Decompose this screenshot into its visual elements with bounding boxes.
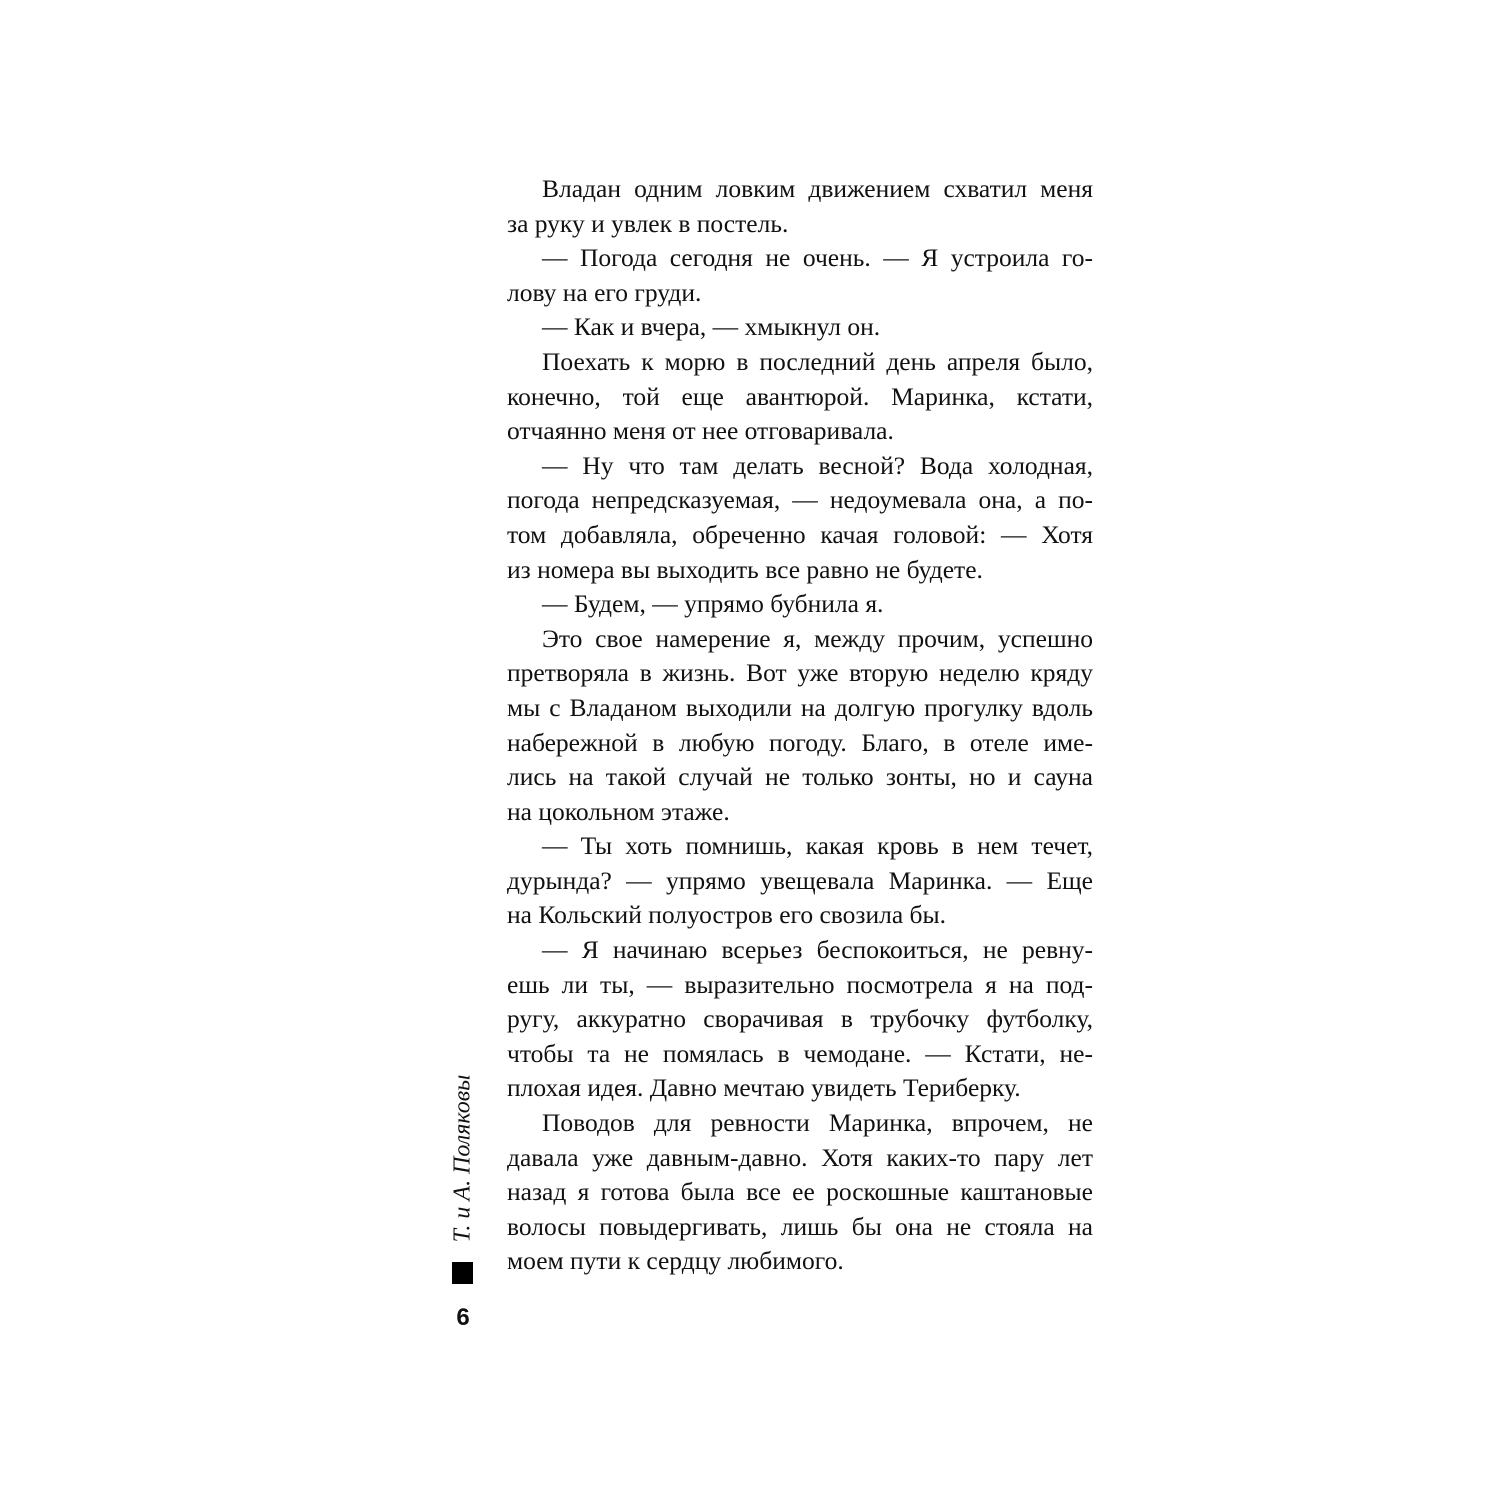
text-line: мы с Владаном выходили на долгую прогулку вдоль [507, 692, 1093, 722]
text-line: плохая идея. Давно мечтаю увидеть Териберку. [507, 1073, 1021, 1103]
text-line: Поехать к морю в последний день апреля было, [542, 346, 1093, 376]
text-line: — Как и вчера, — хмыкнул он. [542, 312, 881, 342]
text-line: лову на его груди. [507, 277, 702, 307]
text-line: набережной в любую погоду. Благо, в отеле име- [507, 727, 1093, 757]
text-line: том добавляла, обреченно качая головой: — Хотя [507, 519, 1093, 549]
text-line: Это свое намерение я, между прочим, успешно [542, 623, 1093, 653]
text-line: претворяла в жизнь. Вот уже вторую неделю кряду [507, 658, 1093, 688]
text-line: ешь ли ты, — выразительно посмотрела я на под- [507, 969, 1093, 999]
page-body-text [507, 172, 1093, 1279]
text-line: Владан одним ловким движением схватил меня [542, 174, 1093, 203]
text-line: лись на такой случай не только зонты, но и сауна [507, 762, 1093, 792]
text-line: давала уже давным-давно. Хотя каких-то пару лет [507, 1142, 1093, 1172]
page-number: 6 [456, 1304, 470, 1331]
text-line: — Будем, — упрямо бубнила я. [542, 589, 884, 619]
author-name: Т. и А. Поляковы [449, 1074, 476, 1242]
text-line: дурында? — упрямо увещевала Маринка. — Еще [507, 865, 1093, 895]
text-line: Поводов для ревности Маринка, впрочем, не [542, 1108, 1093, 1138]
text-line: волосы повыдергивать, лишь бы она не стояла на [507, 1211, 1093, 1241]
text-line: — Ты хоть помнишь, какая кровь в нем течет, [542, 831, 1093, 861]
text-line: — Я начинаю всерьез беспокоиться, не ревну- [542, 935, 1093, 965]
text-line: чтобы та не помялась в чемодане. — Кстати, не- [507, 1038, 1093, 1068]
text-line: из номера вы выходить все равно не будете. [507, 554, 983, 584]
text-line: на Кольский полуостров его свозила бы. [507, 900, 947, 930]
text-line: погода непредсказуемая, — недоумевала она, а по- [507, 485, 1093, 515]
text-line: — Ну что там делать весной? Вода холодная, [542, 450, 1093, 480]
text-line: на цокольном этаже. [507, 796, 730, 826]
running-head-author [448, 1068, 478, 1248]
text-line: отчаянно меня от нее отговаривала. [507, 416, 894, 446]
black-square-marker-icon [452, 1262, 473, 1284]
text-line: конечно, той еще авантюрой. Маринка, кстати, [507, 381, 1093, 411]
text-line: моем пути к сердцу любимого. [507, 1246, 844, 1276]
text-line: назад я готова была все ее роскошные каштановые [507, 1177, 1093, 1207]
text-line: — Погода сегодня не очень. — Я устроила го- [542, 243, 1093, 273]
text-line: за руку и увлек в постель. [507, 208, 789, 238]
text-line: ругу, аккуратно сворачивая в трубочку футболку, [507, 1004, 1093, 1034]
